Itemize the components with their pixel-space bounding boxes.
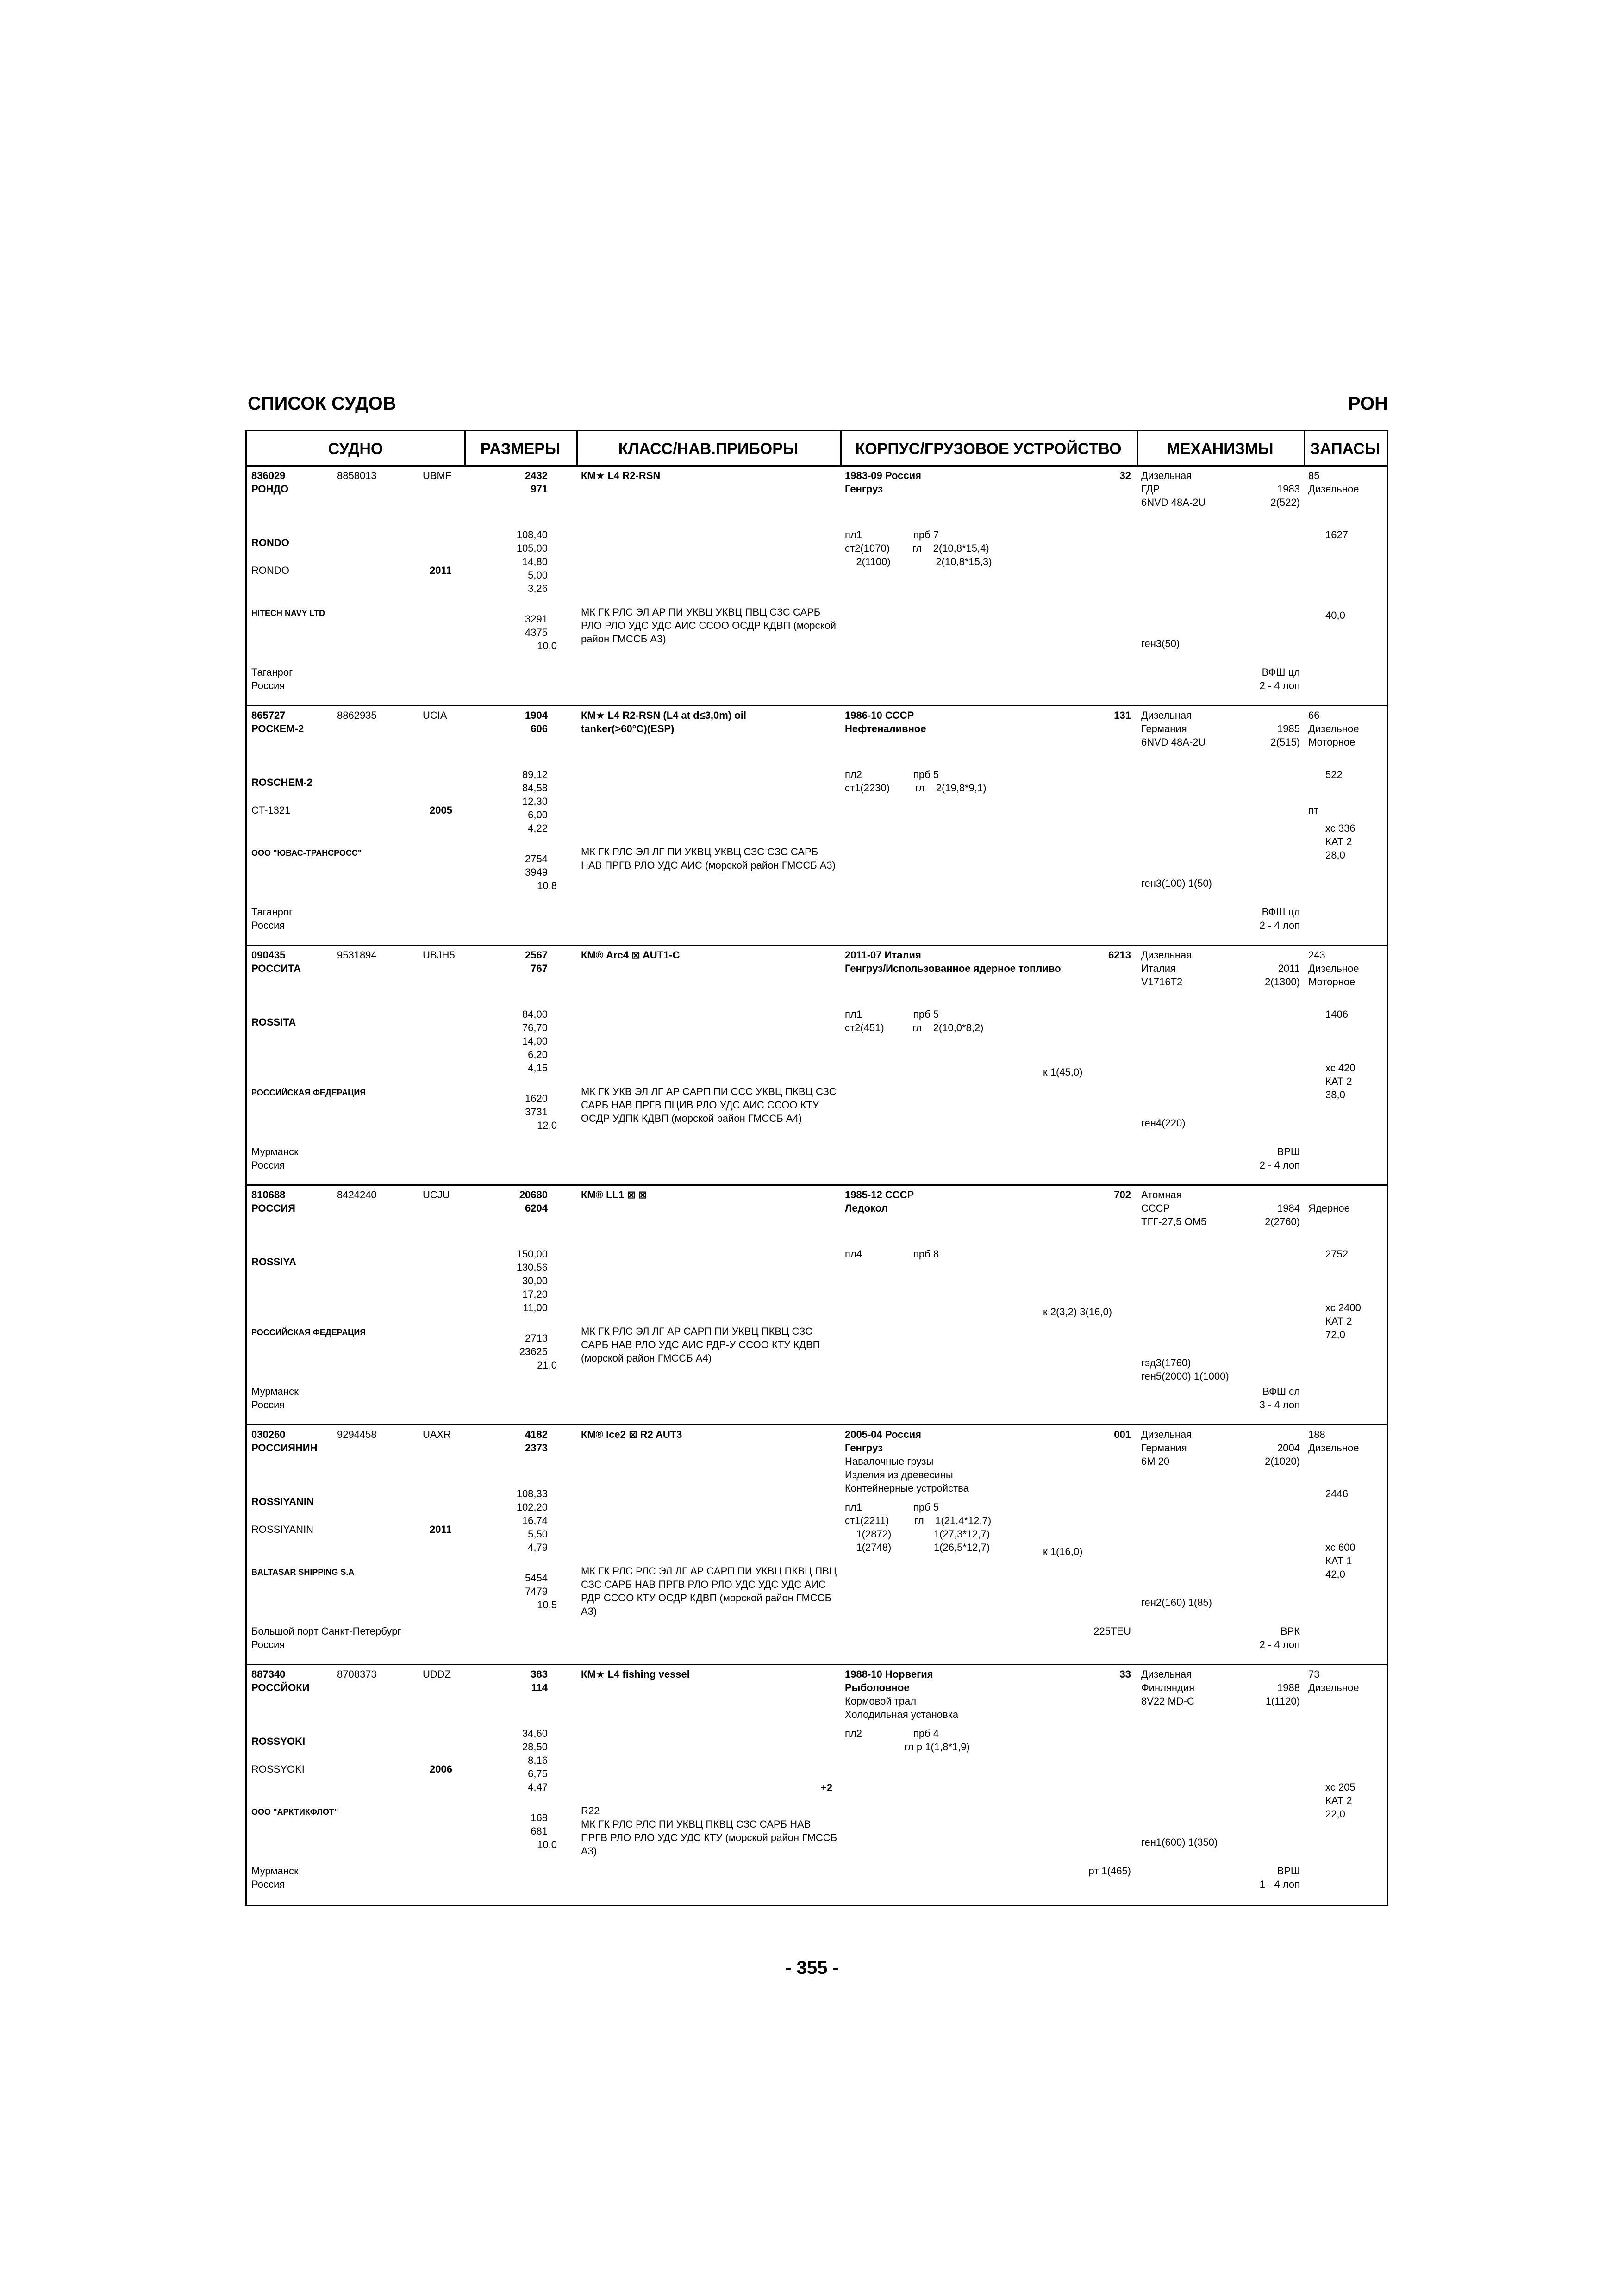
ship-number: 887340 <box>251 1668 286 1680</box>
cranes: к 2(3,2) 3(16,0) <box>1043 1306 1112 1318</box>
supply-category: КАТ 2 <box>1325 1315 1352 1327</box>
size-speed: 10,0 <box>537 640 557 652</box>
previous-name-year: 2011 <box>430 1524 452 1535</box>
supply-category: КАТ 2 <box>1325 1076 1352 1087</box>
ship-name-ru: РОССИЯНИН <box>251 1442 318 1454</box>
supply-category: КАТ 2 <box>1325 836 1352 847</box>
ship-name-lat: ROSSYOKI <box>251 1736 306 1747</box>
supply-fuel-type: Дизельное <box>1308 1682 1359 1693</box>
engine-power: 2(1300) <box>1265 976 1300 988</box>
engine-year: 1983 <box>1277 483 1300 495</box>
ship-number: 030260 <box>251 1429 286 1440</box>
call-sign: UBMF <box>423 470 452 481</box>
size-displacement: 4375 <box>525 627 548 638</box>
supply-xc: хс 420 <box>1325 1062 1355 1074</box>
size-net-tonnage: 114 <box>531 1682 548 1693</box>
size-length: 102,20 <box>516 1501 548 1513</box>
size-speed: 21,0 <box>537 1359 557 1371</box>
engine-year: 1988 <box>1277 1682 1300 1693</box>
ship-record <box>247 1425 1387 1665</box>
previous-name: ROSSYOKI <box>251 1763 305 1775</box>
engine-power: 2(522) <box>1270 497 1300 508</box>
list-title: СПИСОК СУДОВ <box>248 393 396 414</box>
ship-record <box>247 1186 1387 1425</box>
size-displacement: 3949 <box>525 866 548 878</box>
propeller-type: ВРШ <box>1277 1865 1300 1877</box>
engine-country: СССР <box>1141 1202 1170 1214</box>
size-gross-tonnage: 383 <box>531 1668 548 1680</box>
decks: пл4 <box>845 1248 862 1260</box>
hull-extra-item: Холодильная установка <box>845 1709 959 1720</box>
engine-type: Дизельная <box>1141 1668 1192 1680</box>
home-port: Мурманск <box>251 1386 299 1397</box>
call-sign: UCIA <box>423 709 447 721</box>
ship-type: Генгруз <box>845 1442 883 1454</box>
bulkheads: прб 5 <box>913 769 939 780</box>
bulkheads: прб 7 <box>913 529 939 541</box>
col-ship: СУДНО <box>247 431 464 467</box>
size-speed: 10,8 <box>537 880 557 891</box>
col-sizes: РАЗМЕРЫ <box>464 431 576 467</box>
engine-model: 6NVD 48A-2U <box>1141 497 1206 508</box>
engine-country: Германия <box>1141 1442 1187 1454</box>
propeller-type: ВФШ цл <box>1262 666 1300 678</box>
size-draught: 4,22 <box>528 822 548 834</box>
engine-type: Дизельная <box>1141 949 1192 961</box>
size-breadth: 16,74 <box>522 1515 548 1526</box>
supply-capacity: 2752 <box>1325 1248 1348 1260</box>
size-draught: 4,47 <box>528 1781 548 1793</box>
hold-row: ст2(1070) гл 2(10,8*15,4) <box>845 542 989 554</box>
supply-pt: пт <box>1308 804 1318 816</box>
engine-model: 8V22 MD-C <box>1141 1695 1194 1707</box>
hold-row: 2(1100) 2(10,8*15,3) <box>845 556 992 567</box>
engine-model: 6M 20 <box>1141 1456 1170 1467</box>
ship-record <box>247 467 1387 706</box>
col-hull: КОРПУС/ГРУЗОВОЕ УСТРОЙСТВО <box>840 431 1137 467</box>
propeller-type: ВРШ <box>1277 1146 1300 1157</box>
generators: ген4(220) <box>1141 1117 1186 1129</box>
class-notation: КМ® LL1 ⊠ ⊠ <box>581 1189 647 1201</box>
ship-name-lat: ROSSIYANIN <box>251 1496 314 1507</box>
decks: пл1 <box>845 1008 862 1020</box>
size-length: 76,70 <box>522 1022 548 1033</box>
ship-record <box>247 706 1387 946</box>
supply-fuel-amount: 73 <box>1308 1668 1320 1680</box>
size-length: 28,50 <box>522 1741 548 1753</box>
supply-oil-type: Моторное <box>1308 976 1355 988</box>
owner: BALTASAR SHIPPING S.A <box>251 1568 355 1577</box>
size-gross-tonnage: 1904 <box>525 709 548 721</box>
supply-fuel-type: Ядерное <box>1308 1202 1350 1214</box>
size-draught: 11,00 <box>523 1302 548 1313</box>
propeller-blades: 2 - 4 лоп <box>1259 1639 1300 1650</box>
size-length-overall: 84,00 <box>522 1008 548 1020</box>
imo-number: 8858013 <box>337 470 377 481</box>
plus-note: +2 <box>821 1782 833 1793</box>
size-depth: 17,20 <box>522 1288 548 1300</box>
size-draught: 4,15 <box>528 1062 548 1074</box>
size-breadth: 30,00 <box>522 1275 548 1287</box>
ship-name-ru: РОССЙОКИ <box>251 1682 310 1693</box>
imo-number: 9294458 <box>337 1429 377 1440</box>
size-depth: 6,75 <box>528 1768 548 1780</box>
ship-name-lat: ROSSITA <box>251 1016 296 1028</box>
engine-country: ГДР <box>1141 483 1160 495</box>
size-net-tonnage: 767 <box>531 963 548 974</box>
size-net-tonnage: 2373 <box>525 1442 548 1454</box>
hull-extra-item: Изделия из древесины <box>845 1469 953 1481</box>
size-length-overall: 150,00 <box>516 1248 548 1260</box>
engine-power: 1(1120) <box>1265 1695 1300 1707</box>
flag: Россия <box>251 1879 285 1890</box>
call-sign: UAXR <box>423 1429 451 1440</box>
supply-fuel-amount: 188 <box>1308 1429 1325 1440</box>
ships-table <box>245 430 1388 1906</box>
col-machinery: МЕХАНИЗМЫ <box>1137 431 1304 467</box>
build-date-country: 1985-12 СССР <box>845 1189 914 1201</box>
supply-value: 28,0 <box>1325 849 1345 861</box>
supply-value: 42,0 <box>1325 1568 1345 1580</box>
nav-equipment: МК ГК РЛС РЛС ЭЛ ЛГ АР САРП ПИ УКВЦ ПКВЦ ПВЦ СЗС САРБ НАВ ПРГВ РЛО РЛО УДС УДС УДС АИС РДР ССОО КТУ ОСДР КДВП (морской район ГМССБ А3) <box>581 1565 837 1617</box>
supply-fuel-type: Дизельное <box>1308 723 1359 734</box>
flag: Россия <box>251 1639 285 1650</box>
hold-row: 1(2872) 1(27,3*12,7) <box>845 1528 990 1540</box>
owner: РОССИЙСКАЯ ФЕДЕРАЦИЯ <box>251 1328 366 1337</box>
engine-type: Атомная <box>1141 1189 1182 1201</box>
nav-equipment: МК ГК РЛС ЭЛ АР ПИ УКВЦ УКВЦ ПВЦ СЗС САРБ РЛО РЛО УДС УДС АИС ССОО ОСДР КДВП (морской район ГМССБ А3) <box>581 606 836 645</box>
hold-row: ст1(2230) гл 2(19,8*9,1) <box>845 782 987 794</box>
size-speed: 10,5 <box>537 1599 557 1611</box>
size-length-overall: 108,40 <box>516 529 548 541</box>
size-displacement: 7479 <box>525 1586 548 1597</box>
size-gross-tonnage: 2432 <box>525 470 548 481</box>
size-gross-tonnage: 20680 <box>519 1189 548 1201</box>
previous-name-year: 2006 <box>430 1763 452 1775</box>
size-breadth: 8,16 <box>528 1755 548 1766</box>
supply-capacity: 522 <box>1325 769 1343 780</box>
propeller-blades: 2 - 4 лоп <box>1259 1159 1300 1171</box>
section-label: РОН <box>1348 393 1388 414</box>
size-breadth: 14,00 <box>522 1035 548 1047</box>
class-notation: КМ® Arc4 ⊠ AUT1-C <box>581 949 680 961</box>
previous-name: RONDO <box>251 565 289 576</box>
engine-power: 2(515) <box>1270 736 1300 748</box>
ship-type: Рыболовное <box>845 1682 910 1693</box>
propeller-blades: 1 - 4 лоп <box>1259 1879 1300 1890</box>
col-class: КЛАСС/НАВ.ПРИБОРЫ <box>576 431 840 467</box>
cranes: к 1(16,0) <box>1043 1546 1083 1557</box>
supply-fuel-amount: 243 <box>1308 949 1325 961</box>
class-notation-line2: tanker(>60°C)(ESP) <box>581 723 675 734</box>
engine-power: 2(1020) <box>1265 1456 1300 1467</box>
size-length-overall: 34,60 <box>522 1728 548 1739</box>
ship-type: Генгруз/Использованное ядерное топливо <box>845 963 1061 974</box>
size-gross-tonnage: 2567 <box>525 949 548 961</box>
cranes: к 1(45,0) <box>1043 1066 1083 1078</box>
size-gross-tonnage: 4182 <box>525 1429 548 1440</box>
size-length: 130,56 <box>516 1262 548 1273</box>
call-sign: UDDZ <box>423 1668 451 1680</box>
generators: гэд3(1760) ген5(2000) 1(1000) <box>1141 1357 1229 1382</box>
supply-value: 38,0 <box>1325 1089 1345 1101</box>
imo-number: 8708373 <box>337 1668 377 1680</box>
supply-xc: хс 600 <box>1325 1542 1355 1553</box>
propeller-blades: 3 - 4 лоп <box>1259 1399 1300 1411</box>
supply-fuel-type: Дизельное <box>1308 483 1359 495</box>
size-deadweight: 5454 <box>525 1572 548 1584</box>
supply-value: 40,0 <box>1325 610 1345 621</box>
size-displacement: 23625 <box>519 1346 548 1357</box>
supply-fuel-type: Дизельное <box>1308 963 1359 974</box>
ship-name-lat: ROSCHEM-2 <box>251 777 313 788</box>
size-deadweight: 2713 <box>525 1332 548 1344</box>
size-displacement: 681 <box>531 1825 548 1837</box>
nav-equipment: R22 МК ГК РЛС РЛС ПИ УКВЦ ПКВЦ СЗС САРБ НАВ ПРГВ РЛО РЛО УДС УДС КТУ (морской район ГМССБ А3) <box>581 1805 837 1857</box>
supply-xc: хс 336 <box>1325 822 1355 834</box>
hull-bottom-note: рт 1(465) <box>1088 1865 1131 1877</box>
supply-oil-type: Моторное <box>1308 736 1355 748</box>
propeller-type: ВФШ сл <box>1262 1386 1300 1397</box>
ship-name-ru: РОСКЕМ-2 <box>251 723 304 734</box>
engine-year: 2011 <box>1278 963 1300 974</box>
ship-number: 836029 <box>251 470 286 481</box>
size-deadweight: 1620 <box>525 1093 548 1104</box>
owner: ООО "АРКТИКФЛОТ" <box>251 1807 338 1817</box>
flag: Россия <box>251 680 285 691</box>
call-sign: UBJH5 <box>423 949 455 961</box>
supply-value: 22,0 <box>1325 1808 1345 1820</box>
supply-capacity: 1627 <box>1325 529 1348 541</box>
engine-type: Дизельная <box>1141 1429 1192 1440</box>
bulkheads: прб 4 <box>913 1728 939 1739</box>
size-deadweight: 3291 <box>525 613 548 625</box>
flag: Россия <box>251 920 285 931</box>
home-port: Большой порт Санкт-Петербург <box>251 1625 401 1637</box>
ship-number: 865727 <box>251 709 286 721</box>
size-displacement: 3731 <box>525 1106 548 1118</box>
ship-number: 090435 <box>251 949 286 961</box>
class-notation: КМ★ L4 R2-RSN <box>581 470 661 481</box>
imo-number: 8862935 <box>337 709 377 721</box>
size-deadweight: 168 <box>531 1812 548 1823</box>
engine-year: 2004 <box>1277 1442 1300 1454</box>
imo-number: 8424240 <box>337 1189 377 1201</box>
home-port: Таганрог <box>251 906 293 918</box>
supply-fuel-amount: 66 <box>1308 709 1320 721</box>
nav-equipment: МК ГК РЛС ЭЛ ЛГ АР САРП ПИ УКВЦ ПКВЦ СЗС САРБ НАВ РЛО УДС АИС РДР-У ССОО КТУ КДВП (морской район ГМССБ А4) <box>581 1325 820 1364</box>
previous-name-year: 2005 <box>430 804 452 816</box>
size-speed: 12,0 <box>537 1120 557 1131</box>
engine-year: 1985 <box>1277 723 1300 734</box>
supply-category: КАТ 1 <box>1325 1555 1352 1567</box>
flag: Россия <box>251 1159 285 1171</box>
size-breadth: 14,80 <box>522 556 548 567</box>
bulkheads: прб 5 <box>913 1501 939 1513</box>
decks: пл2 <box>845 1728 862 1739</box>
ship-name-lat: ROSSIYA <box>251 1256 297 1268</box>
build-date-country: 1988-10 Норвегия <box>845 1668 933 1680</box>
page-number: - 355 - <box>785 1958 839 1978</box>
supply-value: 72,0 <box>1325 1329 1345 1340</box>
engine-country: Германия <box>1141 723 1187 734</box>
ship-record <box>247 1665 1387 1905</box>
hull-number: 001 <box>1114 1429 1131 1440</box>
ship-record <box>247 946 1387 1186</box>
home-port: Мурманск <box>251 1146 299 1157</box>
home-port: Мурманск <box>251 1865 299 1877</box>
owner: РОССИЙСКАЯ ФЕДЕРАЦИЯ <box>251 1088 366 1097</box>
size-depth: 6,00 <box>528 809 548 821</box>
size-net-tonnage: 6204 <box>525 1202 548 1214</box>
hull-bottom-note: 225TEU <box>1093 1625 1131 1637</box>
ship-type: Нефтеналивное <box>845 723 926 734</box>
supply-capacity: 2446 <box>1325 1488 1348 1500</box>
size-length: 84,58 <box>522 782 548 794</box>
propeller-type: ВРК <box>1280 1625 1300 1637</box>
build-date-country: 1983-09 Россия <box>845 470 921 481</box>
hold-row: ст1(2211) гл 1(21,4*12,7) <box>845 1515 992 1526</box>
engine-model: 6NVD 48A-2U <box>1141 736 1206 748</box>
size-draught: 4,79 <box>528 1542 548 1553</box>
engine-country: Финляндия <box>1141 1682 1195 1693</box>
size-depth: 5,00 <box>528 569 548 581</box>
generators: ген3(100) 1(50) <box>1141 877 1212 889</box>
engine-country: Италия <box>1141 963 1176 974</box>
engine-year: 1984 <box>1277 1202 1300 1214</box>
class-notation: КМ® Ice2 ⊠ R2 AUT3 <box>581 1429 682 1440</box>
hull-number: 131 <box>1114 709 1131 721</box>
supply-capacity: 1406 <box>1325 1008 1348 1020</box>
previous-name: CT-1321 <box>251 804 291 816</box>
engine-model: ТГГ-27,5 ОМ5 <box>1141 1216 1207 1227</box>
size-length: 105,00 <box>516 542 548 554</box>
size-length-overall: 89,12 <box>522 769 548 780</box>
decks: пл1 <box>845 1501 862 1513</box>
engine-power: 2(2760) <box>1265 1216 1300 1227</box>
size-breadth: 12,30 <box>522 796 548 807</box>
col-supplies: ЗАПАСЫ <box>1304 431 1387 467</box>
home-port: Таганрог <box>251 666 293 678</box>
owner: ООО "ЮВАС-ТРАНСРОСС" <box>251 848 362 858</box>
ship-name-ru: РОССИЯ <box>251 1202 295 1214</box>
generators: ген3(50) <box>1141 638 1180 649</box>
size-deadweight: 2754 <box>525 853 548 865</box>
flag: Россия <box>251 1399 285 1411</box>
nav-equipment: МК ГК УКВ ЭЛ ЛГ АР САРП ПИ ССС УКВЦ ПКВЦ СЗС САРБ НАВ ПРГВ ПЦИВ РЛО УДС АИС ССОО КТУ ОСДР УДПК КДВП (морской район ГМССБ А4) <box>581 1086 837 1124</box>
hull-extra-item: Кормовой трал <box>845 1695 917 1707</box>
engine-type: Дизельная <box>1141 470 1192 481</box>
ship-type: Генгруз <box>845 483 883 495</box>
ship-name-ru: РОНДО <box>251 483 289 495</box>
previous-name: ROSSIYANIN <box>251 1524 314 1535</box>
hold-row: ст2(451) гл 2(10,0*8,2) <box>845 1022 984 1033</box>
size-net-tonnage: 606 <box>531 723 548 734</box>
owner: HITECH NAVY LTD <box>251 609 325 618</box>
bulkheads: прб 5 <box>913 1008 939 1020</box>
hull-number: 702 <box>1114 1189 1131 1201</box>
propeller-blades: 2 - 4 лоп <box>1259 920 1300 931</box>
decks: пл2 <box>845 769 862 780</box>
hold-row: гл р 1(1,8*1,9) <box>845 1741 970 1753</box>
generators: ген1(600) 1(350) <box>1141 1836 1218 1848</box>
hull-number: 32 <box>1119 470 1131 481</box>
supply-fuel-type: Дизельное <box>1308 1442 1359 1454</box>
size-draught: 3,26 <box>528 583 548 594</box>
hull-number: 6213 <box>1108 949 1131 961</box>
ship-type: Ледокол <box>845 1202 888 1214</box>
hull-extra-item: Контейнерные устройства <box>845 1482 969 1494</box>
ship-name-ru: РОССИТА <box>251 963 301 974</box>
propeller-blades: 2 - 4 лоп <box>1259 680 1300 691</box>
generators: ген2(160) 1(85) <box>1141 1597 1212 1608</box>
build-date-country: 2011-07 Италия <box>845 949 921 961</box>
supply-xc: хс 2400 <box>1325 1302 1361 1313</box>
call-sign: UCJU <box>423 1189 450 1201</box>
size-depth: 6,20 <box>528 1049 548 1060</box>
build-date-country: 2005-04 Россия <box>845 1429 921 1440</box>
size-length-overall: 108,33 <box>516 1488 548 1500</box>
supply-xc: хс 205 <box>1325 1781 1355 1793</box>
build-date-country: 1986-10 СССР <box>845 709 914 721</box>
class-notation: КМ★ L4 R2-RSN (L4 at d≤3,0m) oil <box>581 709 746 721</box>
supply-category: КАТ 2 <box>1325 1795 1352 1806</box>
hold-row: 1(2748) 1(26,5*12,7) <box>845 1542 990 1553</box>
previous-name-year: 2011 <box>430 565 452 576</box>
propeller-type: ВФШ цл <box>1262 906 1300 918</box>
hull-extra-item: Навалочные грузы <box>845 1456 934 1467</box>
engine-type: Дизельная <box>1141 709 1192 721</box>
imo-number: 9531894 <box>337 949 377 961</box>
bulkheads: прб 8 <box>913 1248 939 1260</box>
size-speed: 10,0 <box>537 1839 557 1850</box>
size-depth: 5,50 <box>528 1528 548 1540</box>
ship-name-lat: RONDO <box>251 537 289 548</box>
supply-fuel-amount: 85 <box>1308 470 1320 481</box>
nav-equipment: МК ГК РЛС ЭЛ ЛГ ПИ УКВЦ УКВЦ СЗС СЗС САРБ НАВ ПРГВ РЛО УДС АИС (морской район ГМССБ А3) <box>581 846 836 871</box>
hull-number: 33 <box>1119 1668 1131 1680</box>
ship-number: 810688 <box>251 1189 286 1201</box>
class-notation: КМ★ L4 fishing vessel <box>581 1668 690 1680</box>
decks: пл1 <box>845 529 862 541</box>
size-net-tonnage: 971 <box>531 483 548 495</box>
engine-model: V1716T2 <box>1141 976 1183 988</box>
